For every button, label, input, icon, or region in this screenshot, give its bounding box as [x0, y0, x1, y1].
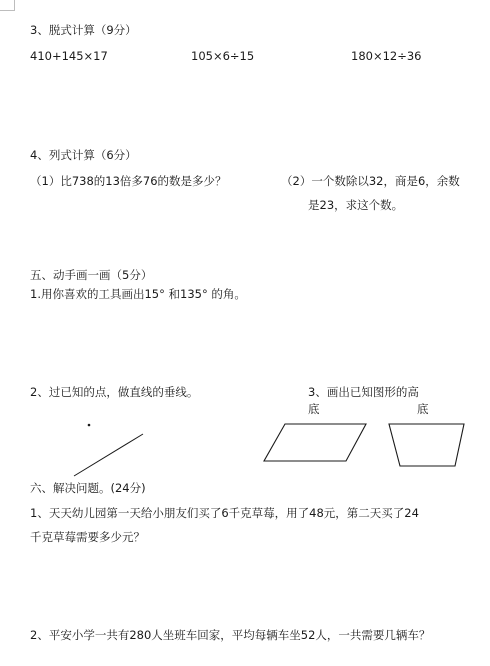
section4-question-2-line2: 是23，求这个数。: [308, 198, 404, 212]
trapezoid-shape: [389, 424, 464, 466]
section3-heading: 3、脱式计算（9分）: [30, 23, 137, 37]
base-label-trapezoid: 底: [417, 402, 429, 416]
part5-question-2: 2、过已知的点，做直线的垂线。: [30, 385, 199, 399]
section4-heading: 4、列式计算（6分）: [30, 148, 137, 162]
base-label-parallelogram: 底: [308, 402, 320, 416]
calc-problem-3: 180×12÷36: [351, 49, 422, 63]
given-line: [74, 434, 143, 476]
part6-heading: 六、解决问题。(24分): [30, 481, 146, 495]
part5-question-3: 3、画出已知图形的高: [308, 385, 419, 399]
part6-question-1-line1: 1、天天幼儿园第一天给小朋友们买了6千克草莓，用了48元，第二天买了24: [30, 506, 419, 520]
calc-problem-1: 410+145×17: [30, 49, 108, 63]
section4-question-2-line1: （2）一个数除以32，商是6，余数: [281, 174, 460, 188]
parallelogram-shape: [264, 424, 366, 461]
part6-question-1-line2: 千克草莓需要多少元？: [30, 530, 145, 544]
part6-question-2: 2、平安小学一共有280人坐班车回家，平均每辆车坐52人，一共需要几辆车？: [30, 628, 431, 642]
part5-question-1: 1.用你喜欢的工具画出15° 和135° 的角。: [30, 287, 246, 301]
given-point: [88, 424, 91, 427]
part5-heading: 五、动手画一画（5分）: [30, 268, 153, 282]
section4-question-1: （1）比738的13倍多76的数是多少？: [30, 174, 227, 188]
calc-problem-2: 105×6÷15: [191, 49, 255, 63]
